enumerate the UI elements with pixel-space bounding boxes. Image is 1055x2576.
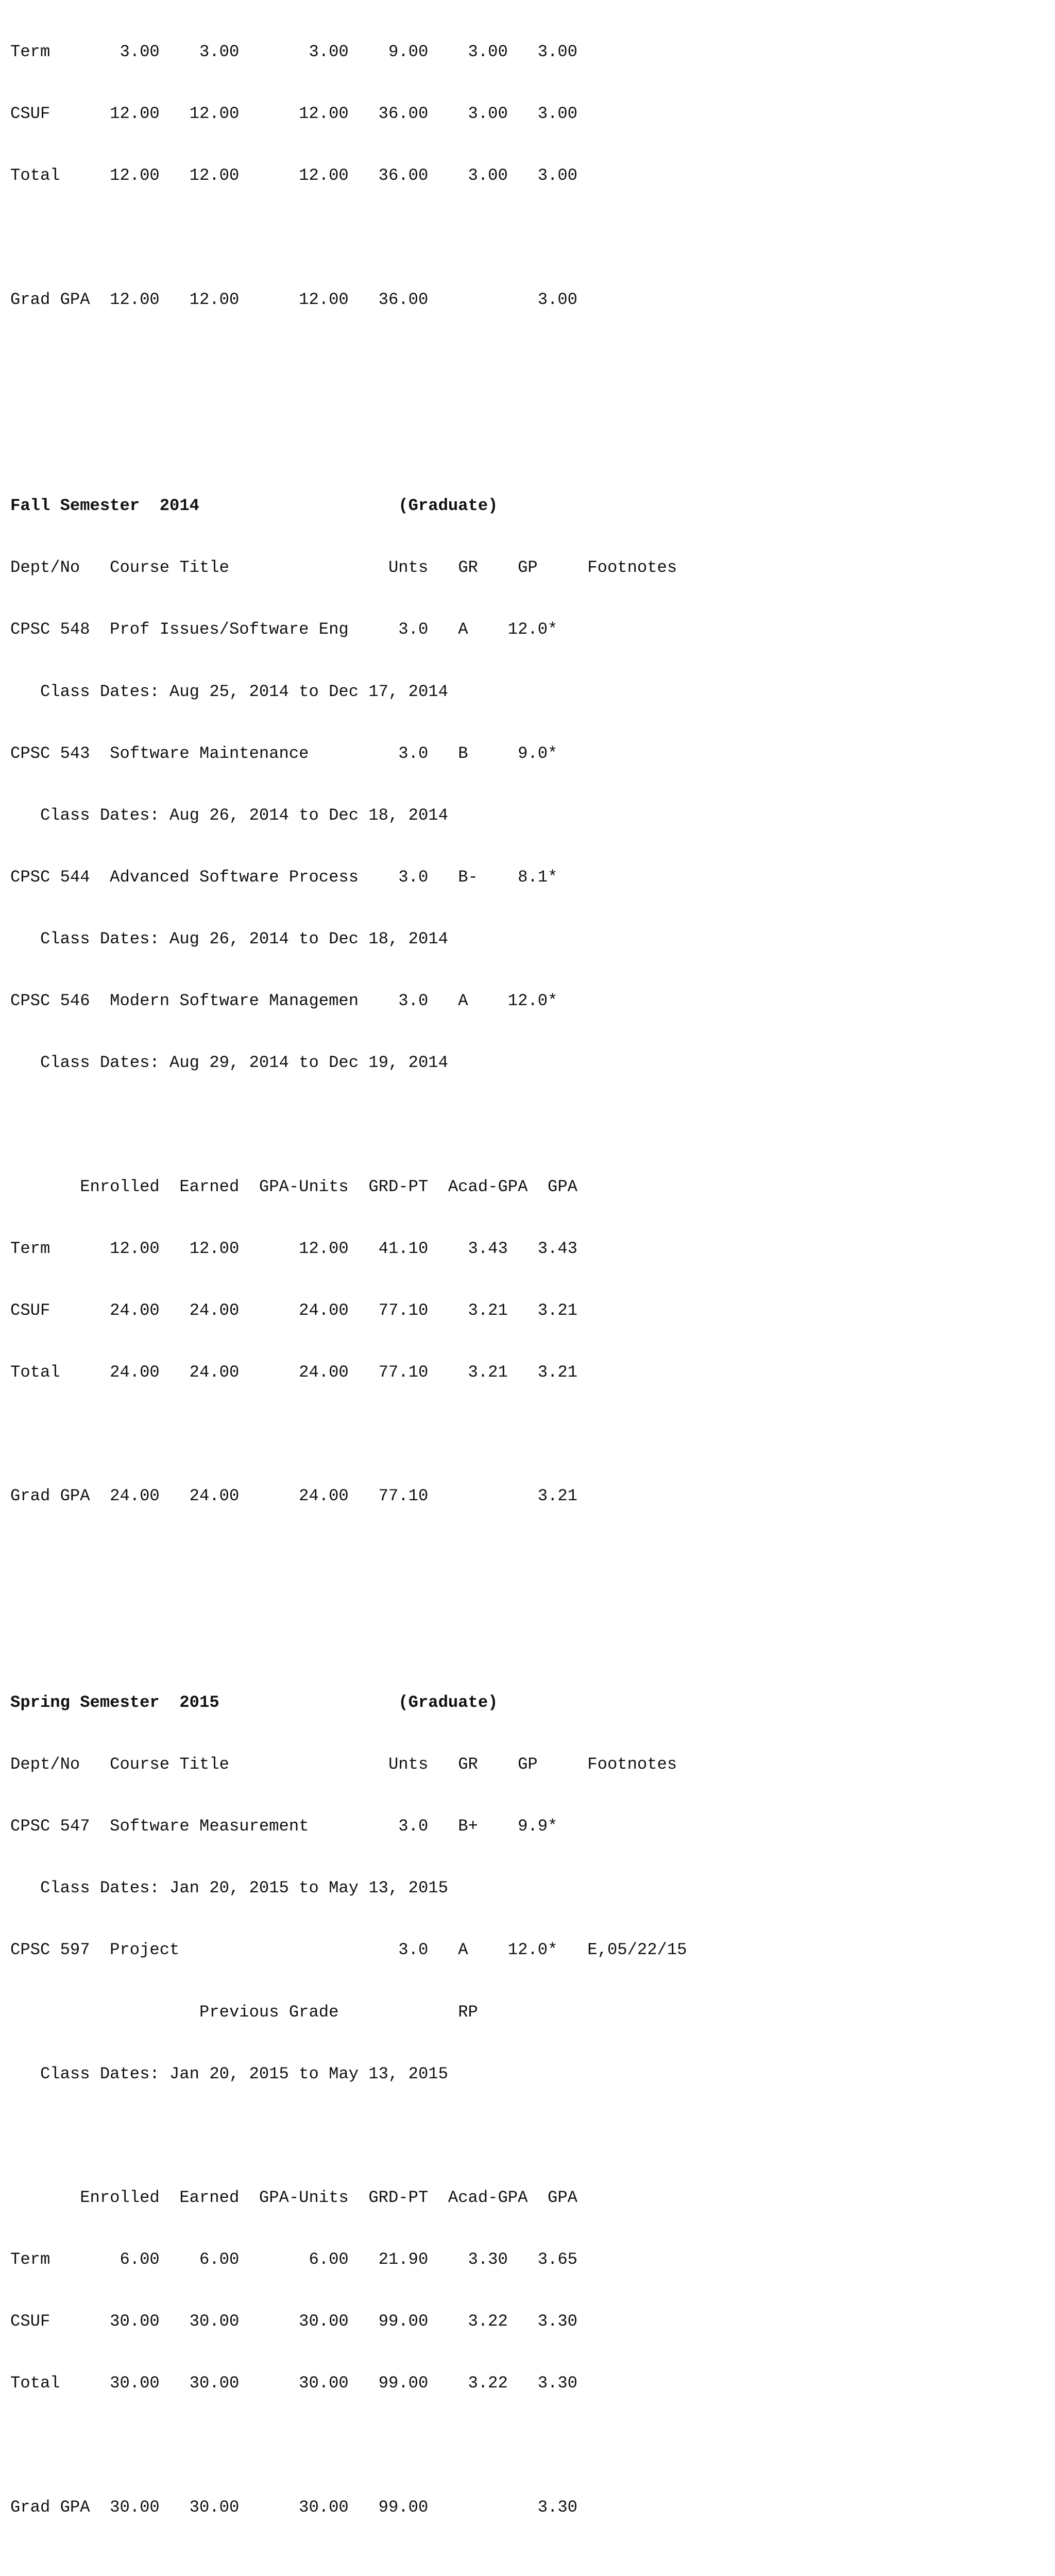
course-dates: Class Dates: Jan 20, 2015 to May 13, 2015: [10, 1878, 448, 1898]
course-row: CPSC 547 Software Measurement 3.0 B+ 9.9*: [10, 1817, 558, 1836]
fall-2014-column-header: Dept/No Course Title Unts GR GP Footnotes: [10, 558, 677, 578]
blank-line: [10, 228, 687, 248]
spring-2015-total-row: Total 30.00 30.00 30.00 99.00 3.22 3.30: [10, 2374, 577, 2393]
course-row: CPSC 543 Software Maintenance 3.0 B 9.0*: [10, 743, 558, 763]
blank-line: [10, 2559, 687, 2576]
course-row: CPSC 544 Advanced Software Process 3.0 B- 8.1*: [10, 867, 558, 887]
blank-line: [10, 1115, 687, 1136]
top-total-row: Total 12.00 12.00 12.00 36.00 3.00 3.00: [10, 166, 577, 185]
course-previous-grade-note: Previous Grade RP: [10, 2002, 478, 2022]
transcript-document: [10, 1, 687, 2576]
blank-line: [10, 1548, 687, 1569]
spring-2015-csuf-row: CSUF 30.00 30.00 30.00 99.00 3.22 3.30: [10, 2312, 577, 2331]
course-row: CPSC 546 Modern Software Managemen 3.0 A 12.0*: [10, 991, 558, 1011]
spring-2015-heading: Spring Semester 2015 (Graduate): [10, 1692, 498, 1712]
blank-line: [10, 351, 687, 372]
fall-2014-heading: Fall Semester 2014 (Graduate): [10, 496, 498, 516]
course-dates: Class Dates: Jan 20, 2015 to May 13, 2015: [10, 2064, 448, 2083]
top-grad-gpa-row: Grad GPA 12.00 12.00 12.00 36.00 3.00: [10, 290, 577, 309]
spring-2015-column-header: Dept/No Course Title Unts GR GP Footnotes: [10, 1754, 677, 1774]
blank-line: [10, 413, 687, 434]
course-dates: Class Dates: Aug 25, 2014 to Dec 17, 2014: [10, 682, 448, 701]
blank-line: [10, 2126, 687, 2146]
spring-2015-grad-gpa-row: Grad GPA 30.00 30.00 30.00 99.00 3.30: [10, 2497, 577, 2517]
fall-2014-grad-gpa-row: Grad GPA 24.00 24.00 24.00 77.10 3.21: [10, 1486, 577, 1506]
spring-2015-term-row: Term 6.00 6.00 6.00 21.90 3.30 3.65: [10, 2250, 577, 2269]
blank-line: [10, 1424, 687, 1445]
course-dates: Class Dates: Aug 26, 2014 to Dec 18, 2014: [10, 929, 448, 949]
spring-2015-stats-header: Enrolled Earned GPA-Units GRD-PT Acad-GPA GPA: [10, 2188, 577, 2207]
top-term-row: Term 3.00 3.00 3.00 9.00 3.00 3.00: [10, 42, 577, 62]
blank-line: [10, 2435, 687, 2456]
course-row: CPSC 597 Project 3.0 A 12.0* E,05/22/15: [10, 1940, 687, 1960]
course-dates: Class Dates: Aug 29, 2014 to Dec 19, 2014: [10, 1053, 448, 1073]
top-csuf-row: CSUF 12.00 12.00 12.00 36.00 3.00 3.00: [10, 104, 577, 124]
course-row: CPSC 548 Prof Issues/Software Eng 3.0 A 12.0*: [10, 620, 558, 639]
blank-line: [10, 1610, 687, 1631]
fall-2014-stats-header: Enrolled Earned GPA-Units GRD-PT Acad-GPA GPA: [10, 1177, 577, 1196]
course-dates: Class Dates: Aug 26, 2014 to Dec 18, 2014: [10, 805, 448, 825]
fall-2014-total-row: Total 24.00 24.00 24.00 77.10 3.21 3.21: [10, 1363, 577, 1382]
fall-2014-csuf-row: CSUF 24.00 24.00 24.00 77.10 3.21 3.21: [10, 1300, 577, 1320]
fall-2014-term-row: Term 12.00 12.00 12.00 41.10 3.43 3.43: [10, 1239, 577, 1258]
